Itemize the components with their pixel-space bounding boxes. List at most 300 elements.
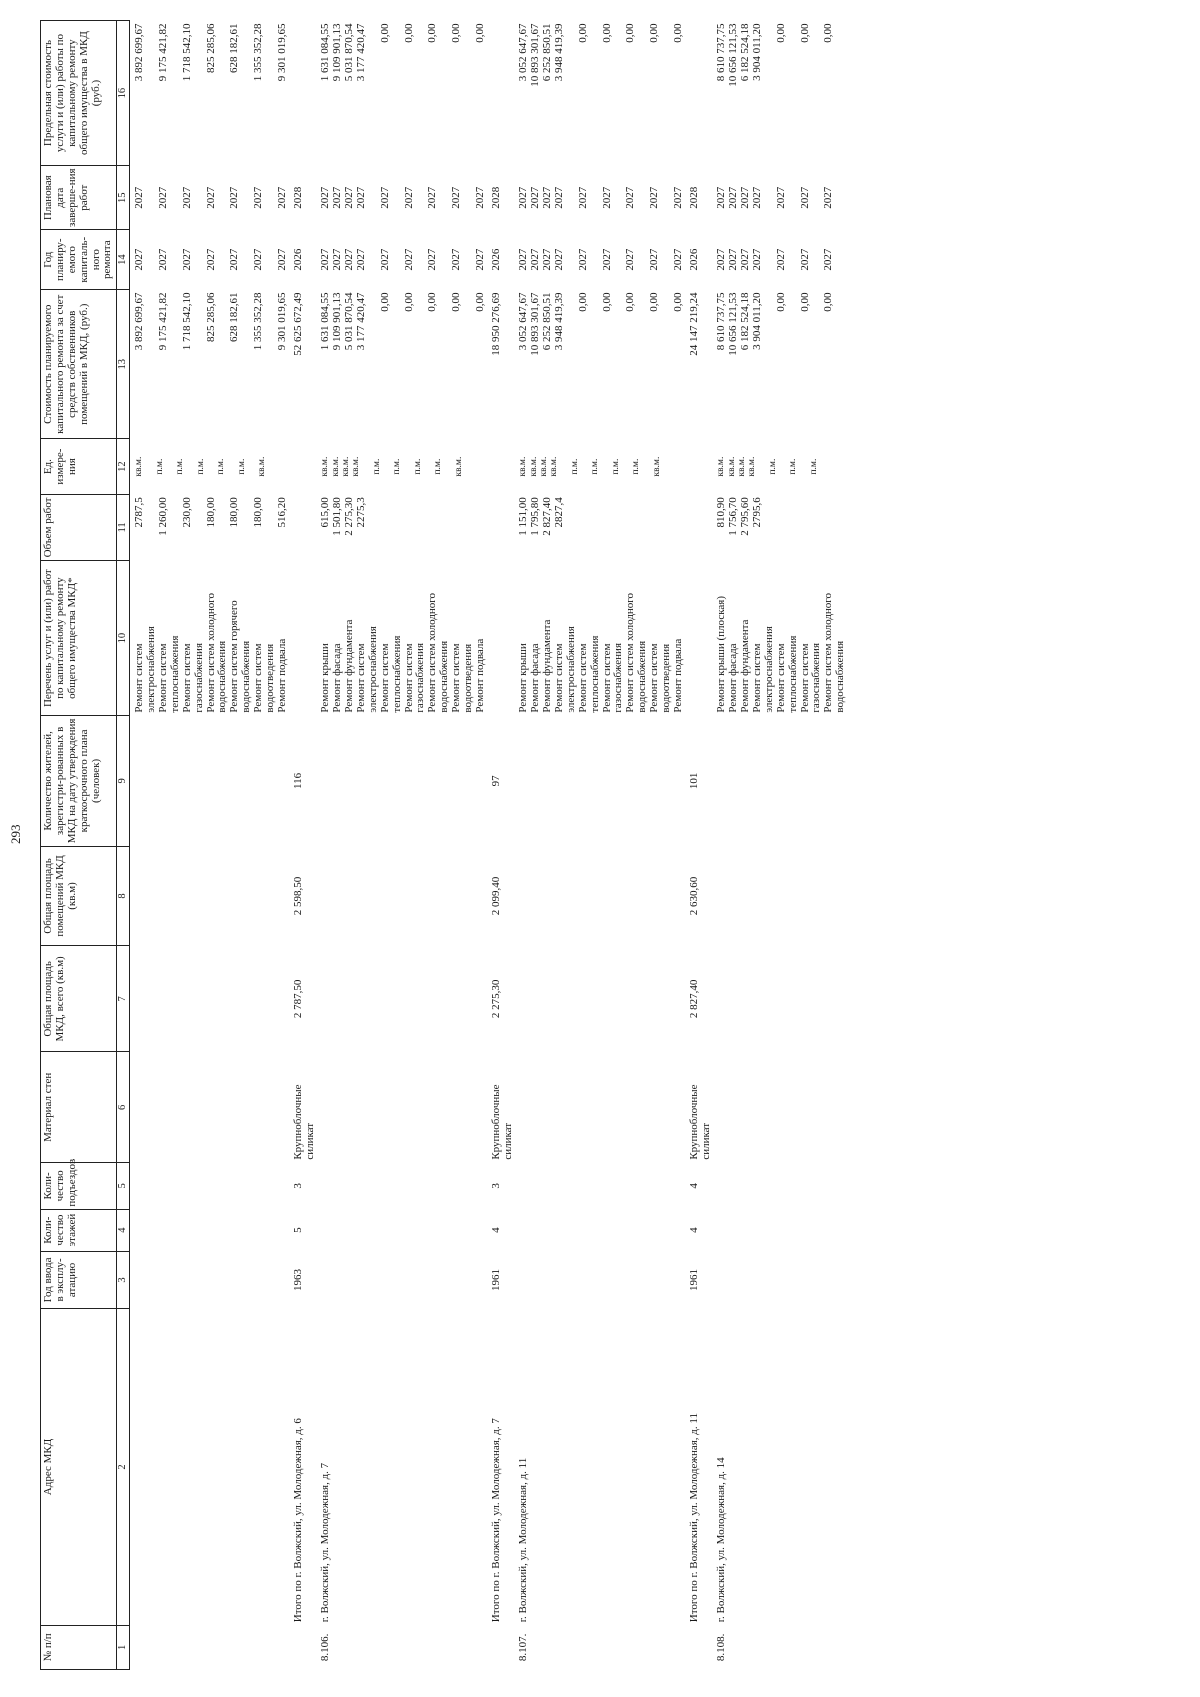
cell-line: кв.м. bbox=[538, 456, 549, 477]
cell-line: п.м. bbox=[788, 458, 799, 475]
column-number: 7 bbox=[117, 946, 130, 1052]
cell-text: 1963 bbox=[291, 1268, 304, 1291]
cell-line bbox=[788, 24, 800, 163]
cell-line: Ремонт систем bbox=[751, 643, 763, 713]
cell-line: 0,00 bbox=[402, 292, 415, 312]
cell-line: 2027 bbox=[517, 248, 530, 271]
cell-text: 97 bbox=[489, 775, 502, 787]
header-cell: Общая площадь помещений МКД (кв.м) bbox=[41, 846, 117, 946]
cell-line: 810,90 bbox=[715, 497, 728, 528]
cell-line bbox=[247, 442, 257, 491]
cell-line bbox=[800, 497, 812, 557]
cell-line bbox=[402, 442, 412, 491]
cell-line: 1 631 084,55 bbox=[319, 23, 332, 82]
cell-line: 0,00 bbox=[426, 292, 439, 312]
cell-line: электроснабжения bbox=[564, 626, 577, 713]
cell-line: Ремонт систем bbox=[553, 643, 565, 713]
cell-line: 2027 bbox=[319, 186, 332, 209]
cell-line bbox=[788, 497, 800, 557]
cell-text: Крупноблочные силикат bbox=[687, 1084, 712, 1160]
cell-line: 2027 bbox=[529, 248, 542, 271]
cell-line bbox=[170, 169, 182, 227]
cell-line: 1 501,80 bbox=[331, 497, 344, 536]
cell-line: 2 275,30 bbox=[343, 497, 356, 536]
cell-line bbox=[368, 497, 380, 557]
cell-line bbox=[649, 497, 661, 557]
cell-line: 2027 bbox=[450, 186, 462, 209]
cell-wall-material bbox=[685, 1052, 713, 1163]
cell-premises-area bbox=[316, 846, 486, 946]
header-cell: Коли-чество этажей bbox=[41, 1209, 117, 1251]
cell-premises-area bbox=[289, 846, 317, 946]
cell-line: п.м. bbox=[808, 458, 819, 475]
cell-line: 0,00 bbox=[450, 292, 462, 312]
cell-line: 1 718 542,10 bbox=[180, 23, 193, 82]
cell-line: 2027 bbox=[822, 248, 835, 271]
cell-line: 2275,3 bbox=[355, 497, 367, 528]
cell-floors bbox=[316, 1209, 486, 1251]
cell-line bbox=[764, 233, 776, 287]
cell-line: 3 948 419,39 bbox=[553, 292, 565, 351]
cell-text: Итого по г. Волжский, ул. Молодежная, д. 11 bbox=[687, 1413, 700, 1623]
cell-line bbox=[764, 497, 776, 557]
cell-line: 2027 bbox=[331, 248, 344, 271]
cell-line: 615,00 bbox=[319, 497, 332, 528]
cell-line: 2026 bbox=[291, 248, 304, 271]
cell-text: 8.106. bbox=[319, 1633, 332, 1662]
cell-line: Ремонт фундамента bbox=[739, 619, 752, 713]
cell-total-area bbox=[289, 946, 317, 1052]
cell-line: 0,00 bbox=[671, 23, 684, 43]
cell-line: 2027 bbox=[133, 248, 146, 271]
cell-line bbox=[427, 497, 439, 557]
cell-line: 3 052 647,67 bbox=[517, 292, 530, 351]
cell-line bbox=[566, 169, 578, 227]
cell-line: кв.м. bbox=[716, 456, 727, 477]
cell-premises-area bbox=[685, 846, 713, 946]
cell-line: 180,00 bbox=[228, 497, 241, 528]
cell-line: 2 795,60 bbox=[739, 497, 752, 536]
cell-line bbox=[415, 24, 427, 163]
cell-line: 0,00 bbox=[378, 292, 391, 312]
cell-text: 1961 bbox=[489, 1268, 502, 1291]
cell-works-list bbox=[130, 561, 289, 716]
cell-text: г. Волжский, ул. Молодежная, д. 14 bbox=[715, 1457, 728, 1623]
cell-line: 2027 bbox=[739, 248, 752, 271]
cell-address bbox=[487, 1309, 515, 1626]
cell-text: 116 bbox=[291, 772, 304, 789]
cell-line: Ремонт систем bbox=[648, 643, 660, 713]
cell-floors bbox=[130, 1209, 289, 1251]
cell-line: 0,00 bbox=[450, 23, 462, 43]
header-cell: Коли-чество подъездов bbox=[41, 1163, 117, 1209]
cell-text: 4 bbox=[489, 1227, 502, 1233]
cell-line: кв.м. bbox=[257, 456, 268, 477]
cell-total-area bbox=[514, 946, 684, 1052]
cell-line bbox=[194, 24, 206, 163]
cell-line: 10 656 121,53 bbox=[727, 292, 740, 356]
column-number: 11 bbox=[117, 494, 130, 560]
cell-line: 9 175 421,82 bbox=[157, 23, 169, 82]
cell-line bbox=[451, 497, 463, 557]
cell-address bbox=[130, 1309, 289, 1626]
cell-line: кв.м. bbox=[320, 456, 331, 477]
cell-line: 0,00 bbox=[822, 292, 835, 312]
cell-line bbox=[590, 293, 602, 436]
cell-line: 2027 bbox=[378, 248, 391, 271]
cell-line bbox=[566, 24, 578, 163]
cell-line bbox=[475, 497, 487, 557]
cell-line bbox=[439, 24, 451, 163]
cell-line: Ремонт систем bbox=[798, 643, 811, 713]
cell-line: 0,00 bbox=[426, 23, 439, 43]
cell-line: 825 285,06 bbox=[204, 292, 217, 343]
cell-line: п.м. bbox=[371, 458, 382, 475]
cell-line: 2027 bbox=[715, 186, 728, 209]
cell-line: 2027 bbox=[624, 186, 637, 209]
cell-volumes bbox=[712, 494, 847, 560]
cell-units bbox=[487, 439, 515, 494]
cell-text: Крупноблочные силикат bbox=[291, 1084, 316, 1160]
cell-line bbox=[265, 497, 277, 557]
cell-line: газоснабжения bbox=[612, 643, 625, 713]
cell-line bbox=[661, 24, 673, 163]
cell-line: 1 355 352,28 bbox=[252, 23, 264, 82]
cell-line bbox=[368, 233, 380, 287]
cell-line: кв.м. bbox=[340, 456, 351, 477]
cell-line: Ремонт фасада bbox=[727, 643, 740, 713]
cell-line: Ремонт подвала bbox=[473, 638, 486, 713]
column-number: 10 bbox=[117, 561, 130, 716]
cell-line bbox=[392, 497, 404, 557]
cell-line: Ремонт систем bbox=[252, 643, 264, 713]
cell-line: 2027 bbox=[180, 248, 193, 271]
total-row bbox=[289, 21, 317, 1670]
cell-premises-area bbox=[130, 846, 289, 946]
cell-line bbox=[170, 497, 182, 557]
cell-line: 2027 bbox=[426, 248, 439, 271]
cell-line bbox=[788, 233, 800, 287]
cell-wall-material bbox=[289, 1052, 317, 1163]
column-number: 15 bbox=[117, 166, 130, 230]
cell-text: г. Волжский, ул. Молодежная, д. 11 bbox=[517, 1457, 530, 1623]
cell-line: кв.м. bbox=[453, 456, 464, 477]
cell-line: Ремонт систем bbox=[576, 643, 589, 713]
cell-line: кв.м. bbox=[651, 456, 662, 477]
cell-row-number bbox=[130, 1625, 289, 1669]
cell-volumes bbox=[487, 494, 515, 560]
cell-text: 4 bbox=[687, 1227, 700, 1233]
cell-line: 2027 bbox=[529, 186, 542, 209]
cell-line: 2027 bbox=[355, 186, 367, 209]
cell-line: кв.м. bbox=[726, 456, 737, 477]
cell-line bbox=[566, 293, 578, 436]
cell-line bbox=[811, 497, 823, 557]
cell-text: 8.108. bbox=[715, 1633, 728, 1662]
cell-line: 2787,5 bbox=[133, 497, 146, 528]
cell-text: 2 275,30 bbox=[489, 979, 502, 1019]
column-number: 13 bbox=[117, 290, 130, 439]
cell-line: 2027 bbox=[751, 186, 763, 209]
cell-line: 1 260,00 bbox=[157, 497, 169, 536]
cell-line: п.м. bbox=[236, 458, 247, 475]
cell-line: водоснабжения bbox=[216, 640, 229, 713]
cell-text: Итого по г. Волжский, ул. Молодежная, д. 7 bbox=[489, 1418, 502, 1623]
cell-line: кв.м. bbox=[549, 456, 560, 477]
cell-row-number bbox=[685, 1625, 713, 1669]
cell-line: 2027 bbox=[751, 248, 763, 271]
cell-line: п.м. bbox=[154, 458, 165, 475]
cell-line bbox=[145, 442, 155, 491]
cell-repair-years bbox=[712, 230, 847, 290]
column-number: 3 bbox=[117, 1251, 130, 1309]
cell-line: 1 151,00 bbox=[517, 497, 530, 536]
cell-line: электроснабжения bbox=[762, 626, 775, 713]
cell-limit-costs bbox=[316, 21, 486, 166]
cell-line: п.м. bbox=[590, 458, 601, 475]
cell-line: 2027 bbox=[252, 248, 264, 271]
cell-entrances bbox=[316, 1163, 486, 1209]
column-number: 14 bbox=[117, 230, 130, 290]
cell-volumes bbox=[289, 494, 317, 560]
cell-line: 2027 bbox=[517, 186, 530, 209]
cell-line: 180,00 bbox=[204, 497, 217, 528]
cell-line: 2 827,40 bbox=[541, 497, 554, 536]
cell-line: 2027 bbox=[402, 248, 415, 271]
cell-line: 2027 bbox=[252, 186, 264, 209]
cell-line bbox=[423, 442, 433, 491]
cell-line: 2827,4 bbox=[553, 497, 565, 528]
cell-line: 10 656 121,53 bbox=[727, 23, 740, 87]
cell-line: 1 718 542,10 bbox=[180, 292, 193, 351]
cell-line: Ремонт систем bbox=[157, 643, 169, 713]
column-number: 12 bbox=[117, 439, 130, 494]
cell-line: 6 182 524,18 bbox=[739, 292, 752, 351]
cell-total-area bbox=[130, 946, 289, 1052]
cell-units bbox=[316, 439, 486, 494]
cell-costs bbox=[130, 290, 289, 439]
cell-line: кв.м. bbox=[134, 456, 145, 477]
cell-line bbox=[194, 169, 206, 227]
cell-line: 0,00 bbox=[774, 292, 787, 312]
cell-line: 2795,6 bbox=[751, 497, 763, 528]
cell-volumes bbox=[316, 494, 486, 560]
cell-limit-costs bbox=[514, 21, 684, 166]
cell-line: 9 109 901,13 bbox=[331, 292, 344, 351]
cell-premises-area bbox=[514, 846, 684, 946]
cell-line bbox=[206, 442, 216, 491]
cell-line: п.м. bbox=[767, 458, 778, 475]
cell-line: 2027 bbox=[228, 186, 241, 209]
header-cell: Количество жителей, зарегистри-рованных в МКД на дату утверждения краткосрочного плана (человек) bbox=[41, 716, 117, 847]
cell-line bbox=[776, 497, 788, 557]
table-body bbox=[130, 21, 847, 1670]
header-cell: Адрес МКД bbox=[41, 1309, 117, 1626]
cell-line bbox=[661, 233, 673, 287]
column-number: 1 bbox=[117, 1625, 130, 1669]
cell-line: 2027 bbox=[331, 186, 344, 209]
cell-line bbox=[590, 169, 602, 227]
cell-line: водоснабжения bbox=[834, 640, 847, 713]
cell-row-number bbox=[316, 1625, 486, 1669]
cell-line: 2027 bbox=[541, 186, 554, 209]
cell-limit-costs bbox=[685, 21, 713, 166]
cell-line bbox=[835, 233, 847, 287]
cell-line bbox=[368, 169, 380, 227]
cell-repair-years bbox=[487, 230, 515, 290]
cell-line: 6 182 524,18 bbox=[739, 23, 752, 82]
column-number: 5 bbox=[117, 1163, 130, 1209]
cell-line bbox=[566, 497, 578, 557]
cell-floors bbox=[289, 1209, 317, 1251]
cell-line: 2027 bbox=[576, 186, 589, 209]
cell-line bbox=[265, 293, 277, 436]
cell-repair-years bbox=[289, 230, 317, 290]
cell-line: 628 182,61 bbox=[228, 292, 241, 343]
cell-repair-years bbox=[514, 230, 684, 290]
cell-line bbox=[661, 293, 673, 436]
cell-line: 0,00 bbox=[774, 23, 787, 43]
cell-line bbox=[194, 233, 206, 287]
column-number: 8 bbox=[117, 846, 130, 946]
cell-line: 5 031 870,54 bbox=[343, 292, 356, 351]
cell-line: 0,00 bbox=[473, 292, 486, 312]
cell-line bbox=[361, 442, 371, 491]
cell-line: 3 948 419,39 bbox=[553, 23, 565, 82]
cell-row-number bbox=[514, 1625, 684, 1669]
cell-line: 2027 bbox=[541, 248, 554, 271]
cell-completion-dates bbox=[316, 166, 486, 230]
cell-residents bbox=[130, 716, 289, 847]
cell-text: 2 787,50 bbox=[291, 979, 304, 1019]
cell-line: п.м. bbox=[631, 458, 642, 475]
column-number: 2 bbox=[117, 1309, 130, 1626]
cell-completion-dates bbox=[514, 166, 684, 230]
cell-line: Ремонт систем bbox=[402, 643, 415, 713]
cell-line: 3 904 011,20 bbox=[751, 292, 763, 350]
cell-line: водоснабжения bbox=[636, 640, 649, 713]
cell-line bbox=[463, 24, 475, 163]
cell-line: 2027 bbox=[402, 186, 415, 209]
cell-line: 2027 bbox=[473, 248, 486, 271]
cell-repair-years bbox=[685, 230, 713, 290]
cell-residents bbox=[289, 716, 317, 847]
cell-line: 825 285,06 bbox=[204, 23, 217, 73]
cell-line: 2027 bbox=[671, 248, 684, 271]
cell-line: 2027 bbox=[275, 248, 288, 271]
cell-line bbox=[613, 293, 625, 436]
cell-line: электроснабжения bbox=[366, 626, 379, 713]
cell-wall-material bbox=[130, 1052, 289, 1163]
cell-line bbox=[382, 442, 392, 491]
cell-line: 9 301 019,65 bbox=[275, 23, 288, 82]
cell-wall-material bbox=[514, 1052, 684, 1163]
cell-line bbox=[661, 497, 673, 557]
cell-line: 0,00 bbox=[648, 23, 660, 43]
cell-line: 9 301 019,65 bbox=[275, 292, 288, 351]
cell-line bbox=[392, 293, 404, 436]
cell-line bbox=[559, 442, 569, 491]
cell-entrances bbox=[130, 1163, 289, 1209]
cell-line bbox=[811, 293, 823, 436]
cell-line: 3 177 420,47 bbox=[355, 292, 367, 351]
cell-address bbox=[712, 1309, 847, 1626]
cell-line: Ремонт крыши bbox=[319, 643, 332, 713]
cell-line bbox=[170, 293, 182, 436]
cell-floors bbox=[514, 1209, 684, 1251]
cell-volumes bbox=[130, 494, 289, 560]
cell-text: 8.107. bbox=[517, 1633, 530, 1662]
cell-wall-material bbox=[712, 1052, 847, 1163]
cell-line: 1 355 352,28 bbox=[252, 292, 264, 351]
cell-line: водоотведения bbox=[659, 643, 672, 713]
cell-line bbox=[392, 24, 404, 163]
cell-entrances bbox=[712, 1163, 847, 1209]
cell-residents bbox=[712, 716, 847, 847]
cell-line: кв.м. bbox=[351, 456, 362, 477]
header-cell: Объем работ bbox=[41, 494, 117, 560]
cell-residents bbox=[685, 716, 713, 847]
cell-line: 9 175 421,82 bbox=[157, 292, 169, 351]
cell-line bbox=[463, 497, 475, 557]
cell-volumes bbox=[514, 494, 684, 560]
cell-row-number bbox=[289, 1625, 317, 1669]
cell-line: Ремонт крыши bbox=[517, 643, 530, 713]
cell-completion-dates bbox=[685, 166, 713, 230]
cell-line bbox=[439, 497, 451, 557]
cell-line: 0,00 bbox=[576, 23, 589, 43]
cell-line: 2027 bbox=[355, 248, 367, 271]
cell-line: газоснабжения bbox=[414, 643, 427, 713]
cell-line: кв.м. bbox=[747, 456, 758, 477]
cell-line bbox=[463, 293, 475, 436]
cell-line bbox=[625, 497, 637, 557]
cell-works-list bbox=[685, 561, 713, 716]
cell-line: 2027 bbox=[157, 186, 169, 209]
cell-line: 52 625 672,49 bbox=[291, 292, 304, 356]
column-number-row bbox=[117, 21, 130, 1670]
cell-line: 2027 bbox=[319, 248, 332, 271]
cell-line: 3 904 011,20 bbox=[751, 23, 763, 81]
cell-text: 3 bbox=[489, 1183, 502, 1189]
cell-units bbox=[514, 439, 684, 494]
cell-line: теплоснабжения bbox=[168, 635, 181, 713]
cell-line: 2027 bbox=[180, 186, 193, 209]
cell-line: 0,00 bbox=[576, 292, 589, 312]
cell-total-area bbox=[712, 946, 847, 1052]
cell-line bbox=[764, 293, 776, 436]
rotated-table-wrapper bbox=[40, 20, 1190, 1670]
cell-line bbox=[170, 233, 182, 287]
cell-address bbox=[685, 1309, 713, 1626]
cell-line: 10 893 301,67 bbox=[529, 23, 542, 87]
header-row bbox=[41, 21, 117, 1670]
cell-line: 2027 bbox=[727, 248, 740, 271]
cell-limit-costs bbox=[487, 21, 515, 166]
total-row bbox=[487, 21, 515, 1670]
cell-line bbox=[673, 497, 685, 557]
cell-line bbox=[265, 24, 277, 163]
cell-text: 4 bbox=[687, 1183, 700, 1189]
cell-line bbox=[661, 169, 673, 227]
cell-line bbox=[566, 233, 578, 287]
cell-line: водоснабжения bbox=[240, 640, 253, 713]
cell-line: 2027 bbox=[648, 186, 660, 209]
cell-line: 230,00 bbox=[180, 497, 193, 528]
cell-line: газоснабжения bbox=[192, 643, 205, 713]
cell-completion-dates bbox=[289, 166, 317, 230]
cell-line bbox=[823, 497, 835, 557]
